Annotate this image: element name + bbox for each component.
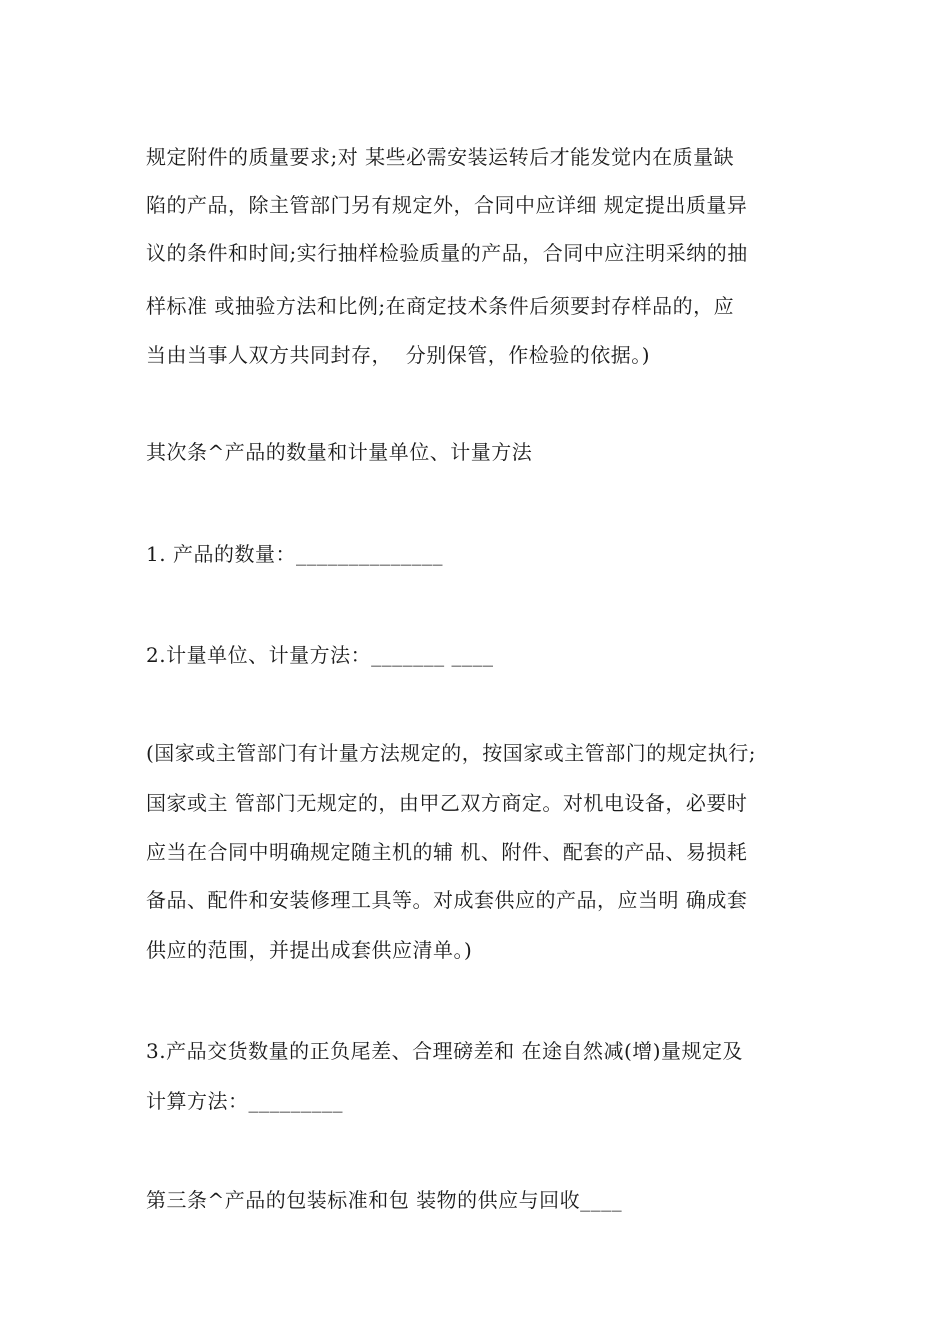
paragraph-line: (国家或主管部门有计量方法规定的，按国家或主管部门的规定执行; xyxy=(146,741,757,765)
section-heading: 其次条^产品的数量和计量单位、计量方法 xyxy=(146,440,533,464)
paragraph-line: 规定附件的质量要求;对 某些必需安装运转后才能发觉内在质量缺 xyxy=(146,145,735,169)
paragraph-line: 国家或主 管部门无规定的，由甲乙双方商定。对机电设备，必要时 xyxy=(146,791,748,815)
paragraph-line: 议的条件和时间;实行抽样检验质量的产品，合同中应注明采纳的抽 xyxy=(146,241,748,265)
paragraph-line: 供应的范围，并提出成套供应清单。) xyxy=(146,938,473,962)
paragraph-line: 应当在合同中明确规定随主机的辅 机、附件、配套的产品、易损耗 xyxy=(146,840,748,864)
list-item: 1. 产品的数量：______________ xyxy=(146,542,443,566)
section-heading: 第三条^产品的包装标准和包 装物的供应与回收____ xyxy=(146,1188,623,1212)
paragraph-line: 当由当事人双方共同封存， 分别保管，作检验的依据。) xyxy=(146,343,651,367)
paragraph-line: 样标准 或抽验方法和比例;在商定技术条件后须要封存样品的，应 xyxy=(146,294,735,318)
list-item: 3.产品交货数量的正负尾差、合理磅差和 在途自然减(增)量规定及 xyxy=(146,1039,744,1063)
paragraph-line: 备品、配件和安装修理工具等。对成套供应的产品，应当明 确成套 xyxy=(146,888,748,912)
list-item: 计算方法：_________ xyxy=(146,1089,343,1113)
paragraph-line: 陷的产品，除主管部门另有规定外，合同中应详细 规定提出质量异 xyxy=(146,193,748,217)
list-item: 2.计量单位、计量方法：_______ ____ xyxy=(146,643,494,667)
